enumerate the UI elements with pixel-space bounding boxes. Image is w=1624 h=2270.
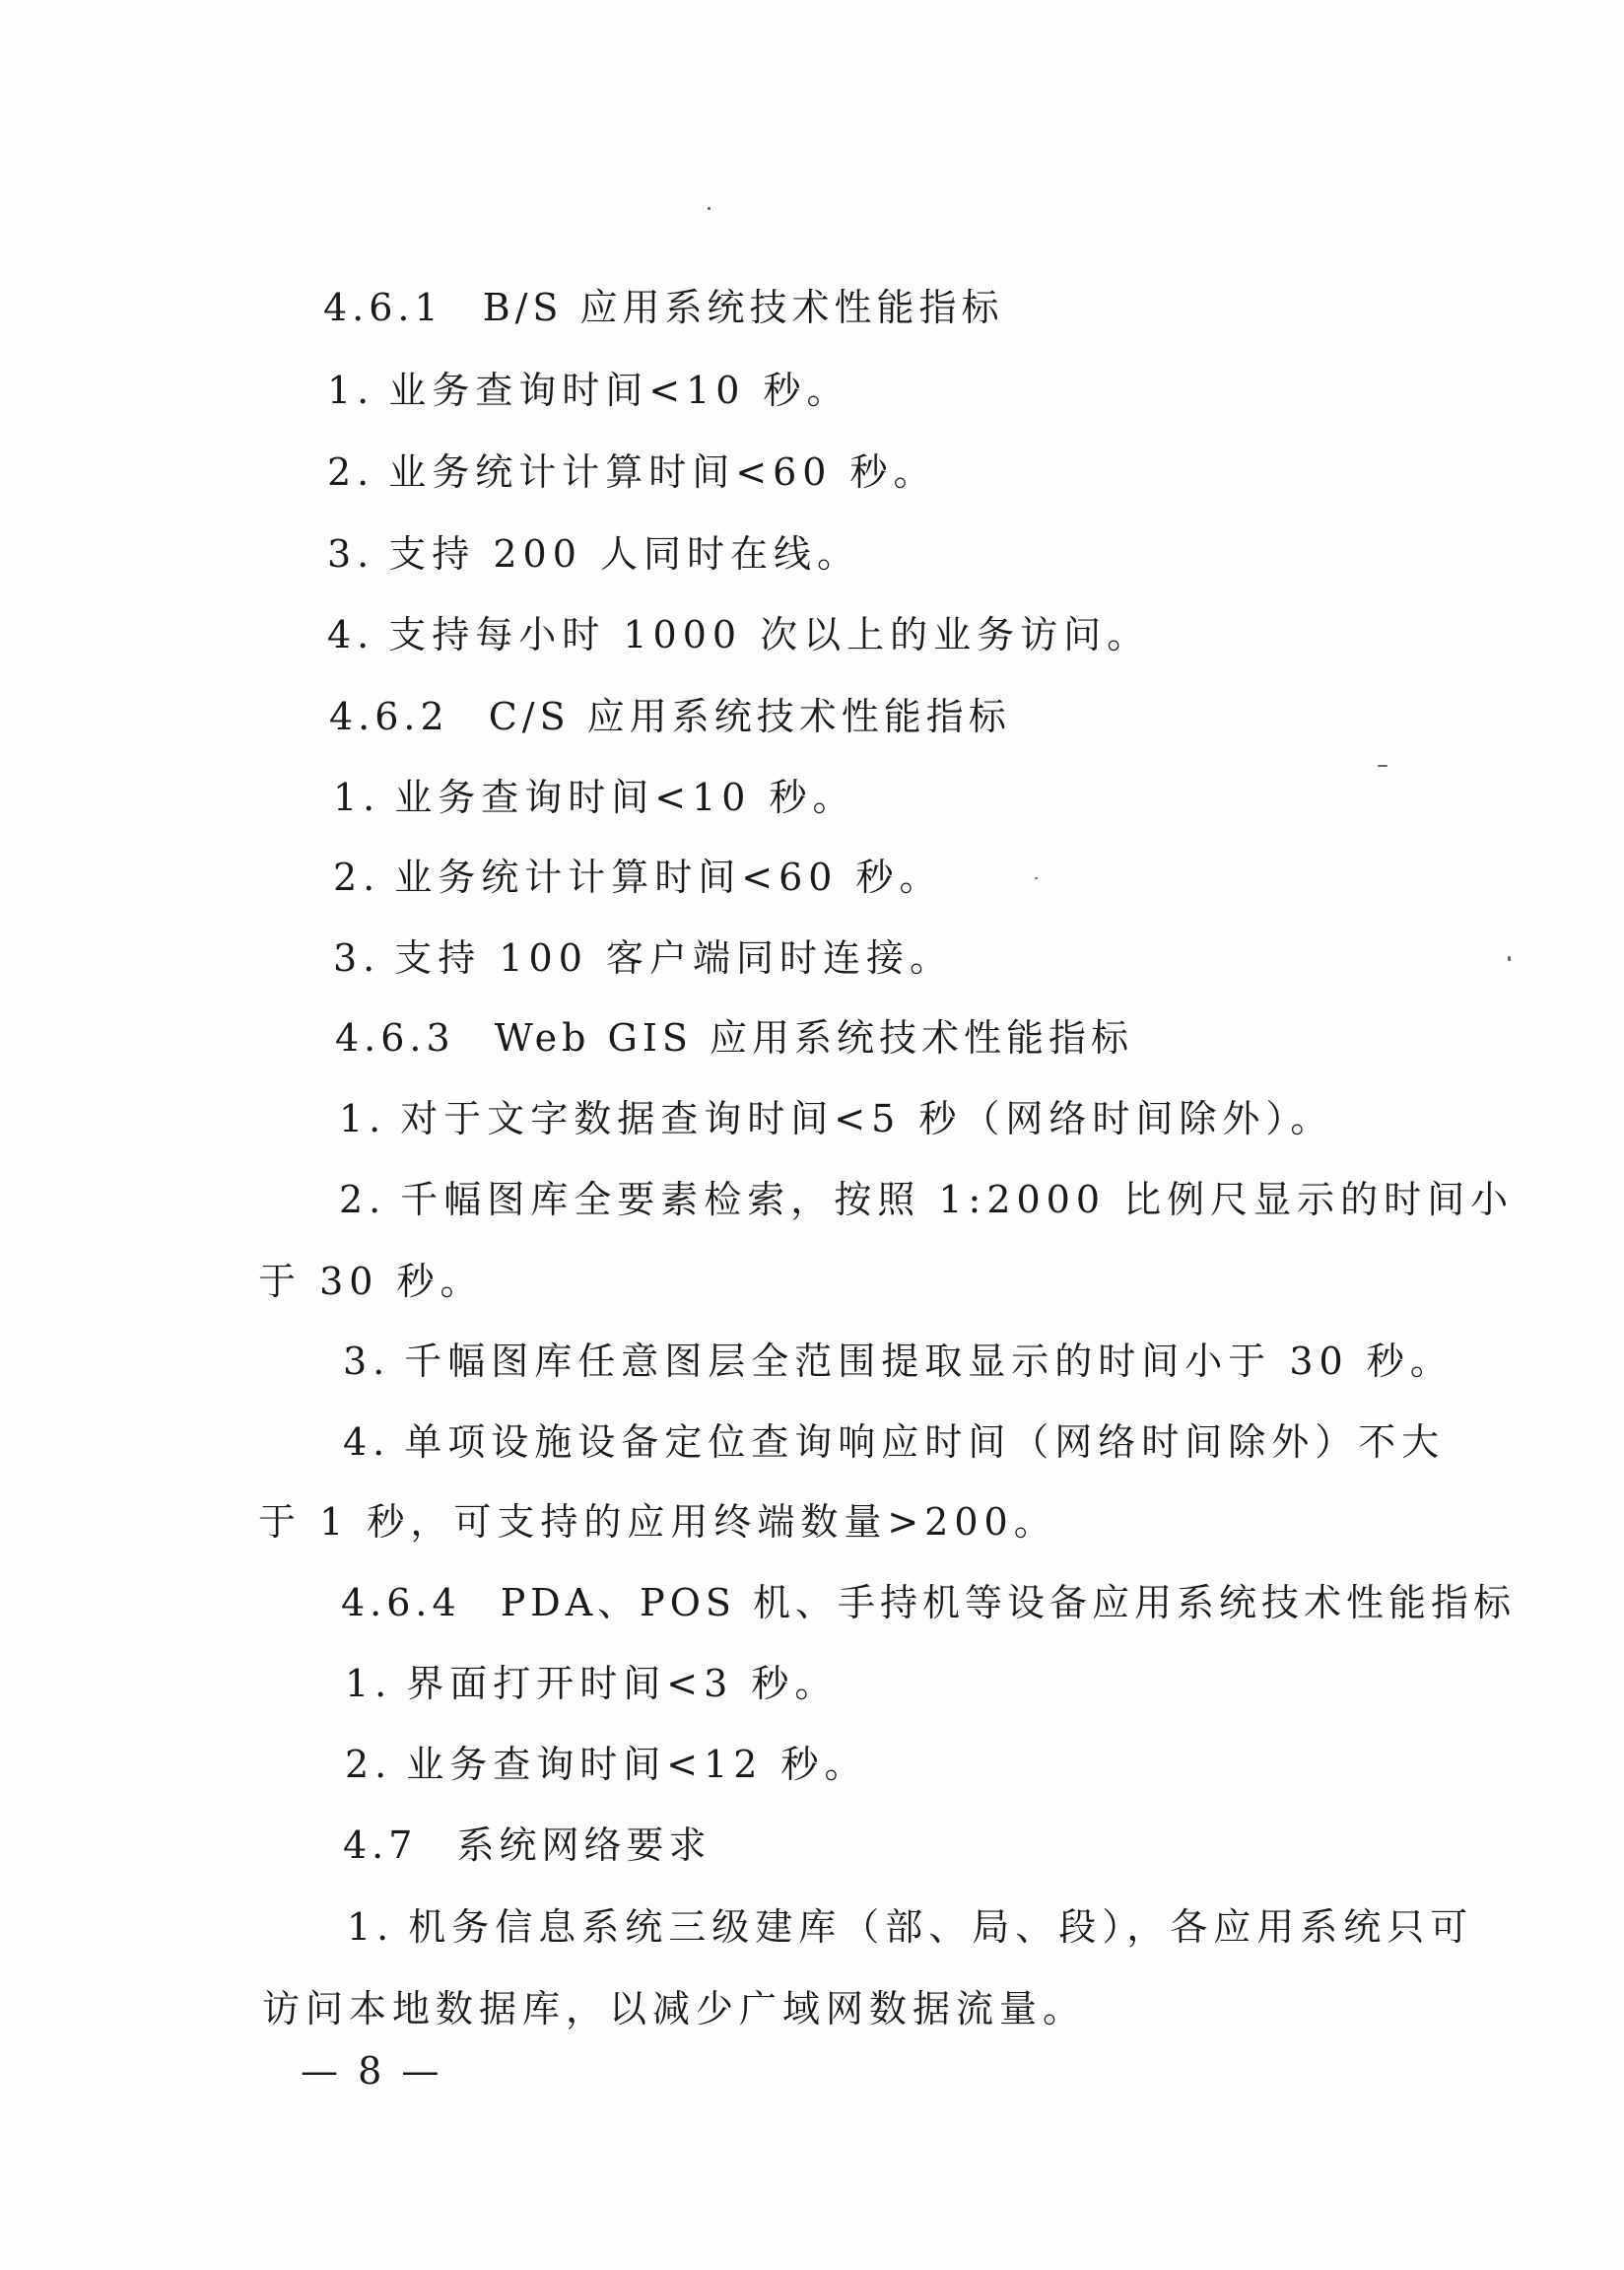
section-number: 4.6.2 [329, 695, 449, 738]
list-item-text: 业务查询时间<10 秒。 [388, 369, 850, 412]
list-item [339, 1176, 1514, 1223]
list-item-text: 访问本地数据库，以减少广域网数据流量。 [262, 1987, 1087, 2030]
section-number: 4.7 [343, 1823, 418, 1867]
list-item [343, 1338, 1454, 1385]
list-item-continuation [258, 1258, 484, 1305]
list-item-text: 业务查询时间<12 秒。 [406, 1743, 868, 1786]
section-number: 4.6.4 [341, 1581, 461, 1624]
list-item-text: 界面打开时间<3 秒。 [406, 1662, 839, 1705]
list-item [327, 611, 1150, 658]
list-item-text: 业务统计计算时间<60 秒。 [388, 450, 937, 494]
list-item-number: 1. [327, 369, 375, 412]
section-title: Web GIS 应用系统技术性能指标 [494, 1016, 1134, 1060]
list-item-number: 2. [345, 1743, 393, 1786]
list-item-text: 机务信息系统三级建库（部、局、段），各应用系统只可 [408, 1905, 1474, 1949]
list-item-number: 1. [333, 776, 381, 819]
list-item [327, 530, 860, 578]
list-item [333, 774, 856, 821]
list-item-continuation [258, 1498, 1057, 1546]
list-item-number: 4. [327, 613, 375, 656]
scan-speck [1378, 765, 1387, 767]
list-item-number: 2. [327, 450, 375, 494]
list-item-number: 4. [343, 1420, 391, 1464]
list-item [327, 448, 937, 496]
scan-speck [708, 207, 710, 210]
list-item-number: 1. [347, 1905, 395, 1949]
section-heading-4-6-4 [341, 1579, 1516, 1626]
list-item-number: 2. [333, 856, 381, 899]
scan-speck [1508, 956, 1511, 961]
section-number: 4.6.1 [323, 286, 443, 329]
list-item-number: 1. [339, 1097, 387, 1140]
list-item-number: 3. [327, 532, 375, 576]
list-item-number: 3. [333, 936, 381, 980]
page-number: — 8 — [301, 2049, 443, 2093]
list-item-text: 支持 200 人同时在线。 [388, 532, 860, 576]
section-title: C/S 应用系统技术性能指标 [488, 695, 1011, 738]
list-item [333, 854, 943, 901]
list-item [345, 1660, 838, 1707]
list-item-number: 3. [343, 1340, 391, 1383]
list-item-text: 业务查询时间<10 秒。 [394, 776, 856, 819]
section-title: PDA、POS 机、手持机等设备应用系统技术性能指标 [500, 1581, 1517, 1624]
list-item-number: 2. [339, 1178, 387, 1221]
list-item-text: 于 1 秒，可支持的应用终端数量>200。 [258, 1500, 1057, 1544]
list-item-continuation [262, 1985, 1086, 2032]
list-item-text: 支持 100 客户端同时连接。 [394, 936, 953, 980]
list-item [345, 1741, 868, 1788]
list-item [339, 1095, 1333, 1142]
scan-speck [1035, 877, 1038, 879]
list-item [333, 934, 953, 982]
list-item [347, 1903, 1473, 1951]
section-number: 4.6.3 [335, 1016, 455, 1060]
section-heading-4-6-3 [335, 1014, 1133, 1062]
section-title: 系统网络要求 [456, 1823, 711, 1867]
list-item-number: 1. [345, 1662, 393, 1705]
list-item [343, 1418, 1445, 1466]
list-item-text: 千幅图库全要素检索，按照 1:2000 比例尺显示的时间小 [400, 1178, 1515, 1221]
section-heading-4-6-2 [329, 693, 1011, 740]
section-heading-4-7 [343, 1822, 710, 1869]
section-heading-4-6-1 [323, 284, 1004, 331]
list-item-text: 单项设施设备定位查询响应时间（网络时间除外）不大 [404, 1420, 1446, 1464]
list-item-text: 于 30 秒。 [258, 1260, 484, 1303]
section-title: B/S 应用系统技术性能指标 [482, 286, 1004, 329]
list-item-text: 千幅图库任意图层全范围提取显示的时间小于 30 秒。 [404, 1340, 1454, 1383]
list-item-text: 业务统计计算时间<60 秒。 [394, 856, 943, 899]
list-item-text: 支持每小时 1000 次以上的业务访问。 [388, 613, 1151, 656]
list-item-text: 对于文字数据查询时间<5 秒（网络时间除外）。 [400, 1097, 1334, 1140]
list-item [327, 367, 850, 414]
